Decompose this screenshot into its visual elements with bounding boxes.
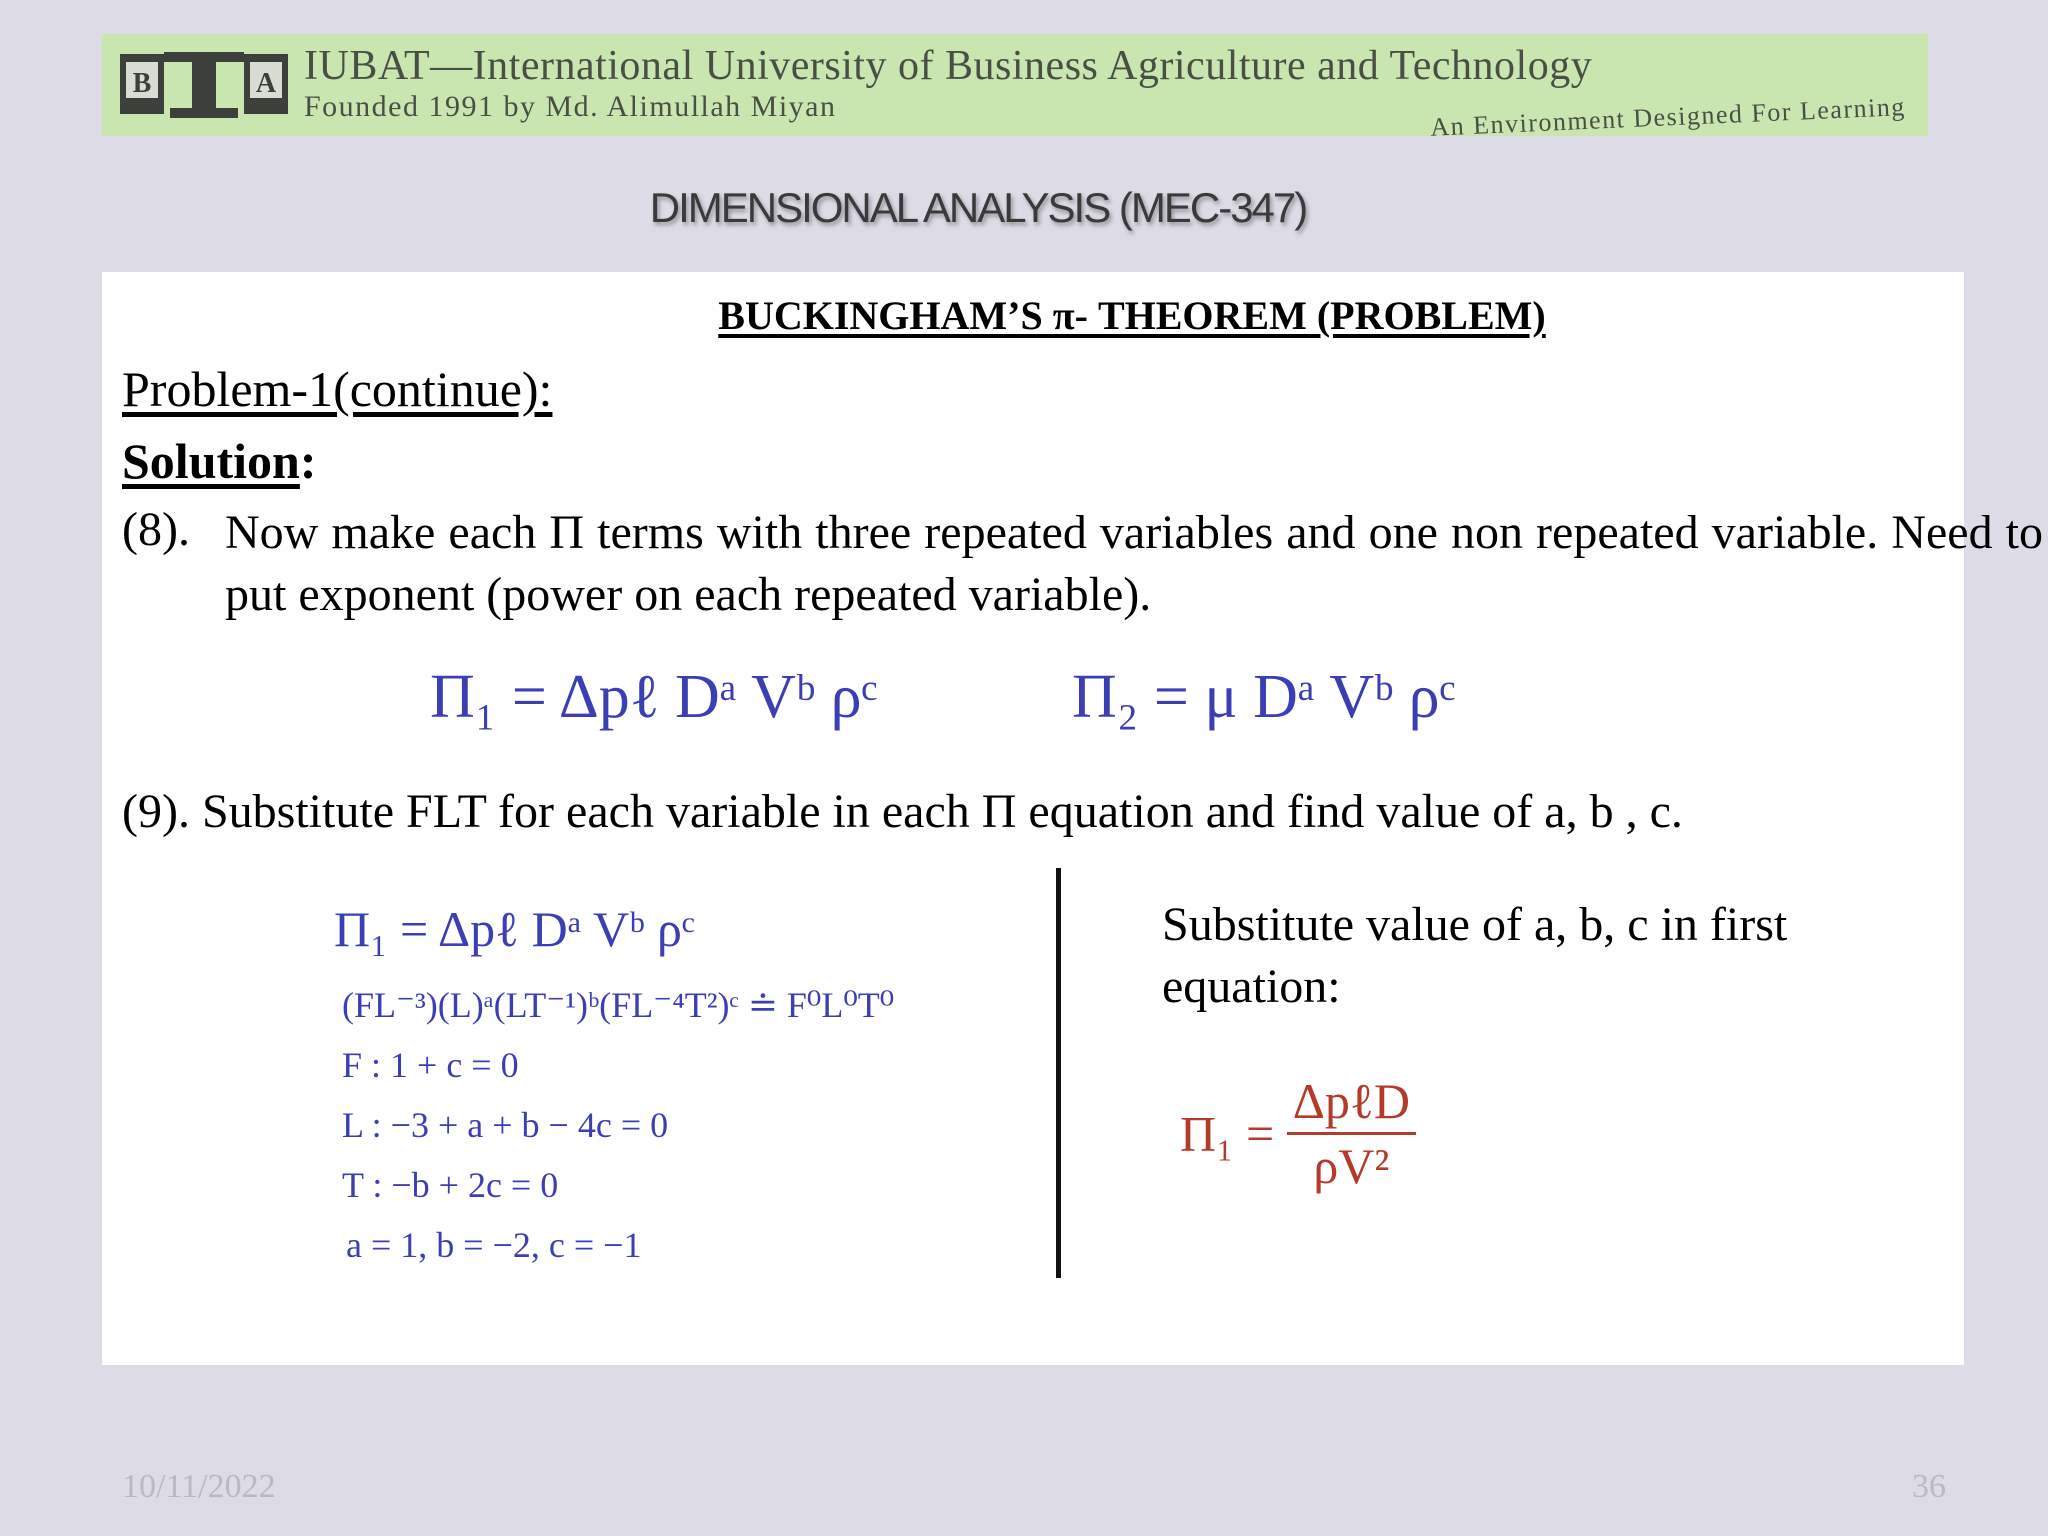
step-8-text: Now make each Π terms with three repeated variables and one non repeated variable. Need to put exponent (power on each repeated variable). bbox=[225, 506, 2043, 621]
pi1-result-numerator: ΔpℓD bbox=[1287, 1072, 1416, 1135]
substitute-instruction: Substitute value of a, b, c in first equation: bbox=[1162, 898, 1788, 1013]
t-exponent-equation: T : −b + 2c = 0 bbox=[342, 1165, 559, 1205]
logo-letter-b: B bbox=[132, 68, 152, 99]
exponent-solution: a = 1, b = −2, c = −1 bbox=[346, 1225, 642, 1265]
iubat-logo bbox=[114, 48, 294, 122]
slide-content-card bbox=[102, 272, 2043, 1365]
slide-page-number: 36 bbox=[1912, 1468, 1946, 1505]
pi1-equation-text: Π₁ = Δpℓ Dᵃ Vᵇ ρᶜ bbox=[430, 663, 878, 731]
pi2-equation bbox=[1072, 662, 1455, 733]
slide-date: 10/11/2022 bbox=[122, 1468, 276, 1505]
column-divider bbox=[1056, 868, 1061, 1278]
pi1-result-denominator: ρV² bbox=[1313, 1138, 1390, 1194]
pi2-equation-text: Π₂ = μ Dᵃ Vᵇ ρᶜ bbox=[1072, 663, 1456, 731]
pi1-result-fraction bbox=[1287, 1072, 1416, 1195]
solution-colon: : bbox=[299, 433, 317, 489]
f-exponent-equation: F : 1 + c = 0 bbox=[342, 1045, 519, 1085]
university-banner bbox=[102, 34, 1928, 142]
slide-heading: BUCKINGHAM’S π- THEOREM (PROBLEM) bbox=[718, 293, 1546, 338]
university-name: IUBAT—International University of Business Agriculture and Technology bbox=[304, 43, 1593, 89]
solution-title bbox=[122, 432, 317, 490]
logo-letter-a: A bbox=[255, 68, 277, 99]
pi1-equation bbox=[430, 662, 877, 733]
pi1-derivation-start: Π₁ = Δpℓ Dᵃ Vᵇ ρᶜ bbox=[334, 901, 695, 957]
flt-substitution: (FL⁻³)(L)ᵃ(LT⁻¹)ᵇ(FL⁻⁴T²)ᶜ ≐ F⁰L⁰T⁰ bbox=[342, 985, 895, 1025]
step-8-label: (8). bbox=[122, 503, 190, 556]
course-title: DIMENSIONAL ANALYSIS (MEC-347) bbox=[649, 184, 1307, 231]
l-exponent-equation: L : −3 + a + b − 4c = 0 bbox=[342, 1105, 669, 1145]
solution-word: Solution bbox=[122, 433, 300, 489]
step-9-text: (9). Substitute FLT for each variable in each Π equation and find value of a, b , c. bbox=[122, 785, 1683, 838]
pi1-result-lhs: Π₁ = bbox=[1180, 1105, 1275, 1162]
university-founded: Founded 1991 by Md. Alimullah Miyan bbox=[304, 90, 837, 123]
problem-title: Problem-1(continue): bbox=[122, 361, 553, 417]
university-tagline: An Environment Designed For Learning bbox=[1430, 92, 1907, 142]
pi1-result bbox=[1180, 1072, 1416, 1195]
